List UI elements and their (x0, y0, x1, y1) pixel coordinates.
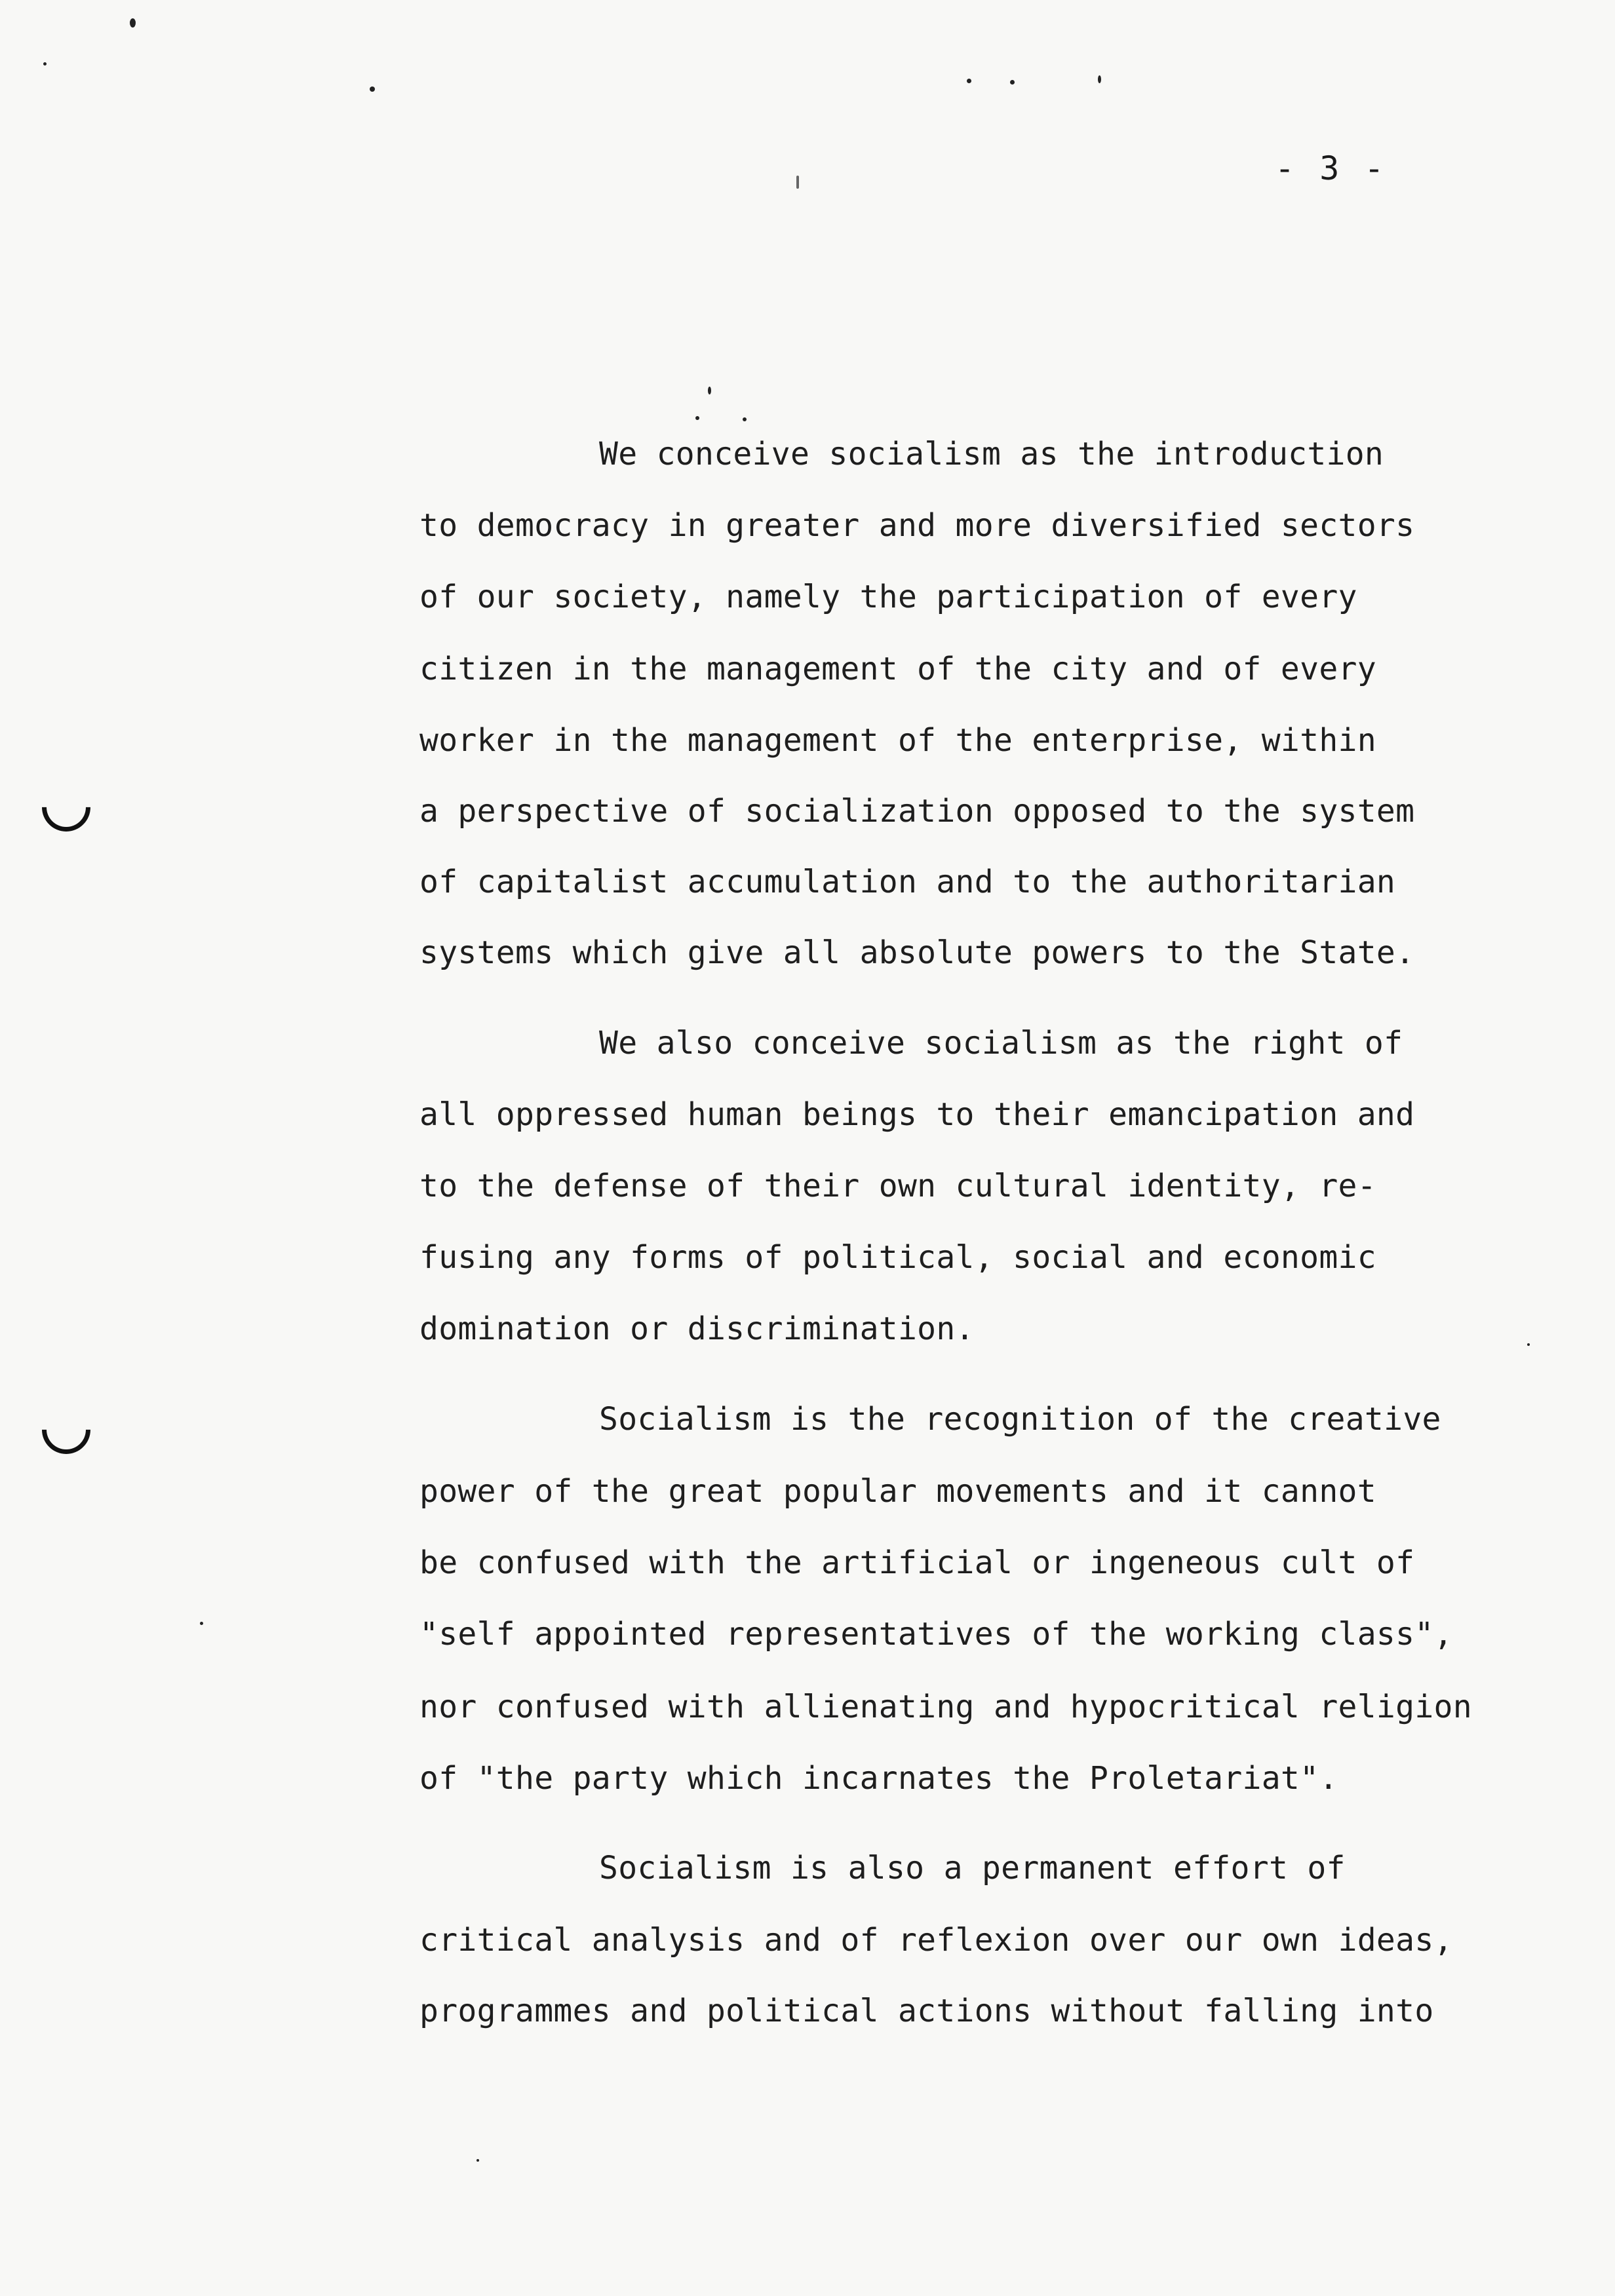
ink-speck (477, 2159, 479, 2162)
text-line: power of the great popular movements and it cannot (419, 1473, 1376, 1510)
page-number: - 3 - (1275, 149, 1387, 187)
text-line: programmes and political actions without falling into (419, 1993, 1434, 2029)
ink-speck (967, 79, 971, 83)
text-line: We also conceive socialism as the right of (599, 1025, 1403, 1062)
text-line: Socialism is the recognition of the creative (599, 1401, 1441, 1438)
text-line: domination or discrimination. (419, 1311, 975, 1347)
punch-hole-icon (32, 773, 101, 842)
text-line: critical analysis and of reflexion over our own ideas, (419, 1922, 1453, 1959)
text-line: citizen in the management of the city and of every (419, 651, 1376, 687)
ink-speck (130, 18, 136, 28)
text-line: to the defense of their own cultural identity, re- (419, 1168, 1376, 1204)
ink-speck (796, 176, 799, 189)
punch-hole-icon (32, 1396, 101, 1464)
ink-speck (43, 62, 47, 66)
ink-speck (695, 416, 699, 420)
text-line: of "the party which incarnates the Proletariat". (419, 1760, 1338, 1797)
text-line: systems which give all absolute powers to the State. (419, 934, 1415, 971)
ink-speck (370, 86, 375, 92)
text-line: be confused with the artificial or ingeneous cult of (419, 1544, 1415, 1581)
text-line: "self appointed representatives of the working class", (419, 1616, 1453, 1653)
ink-speck (743, 417, 747, 421)
ink-speck (708, 387, 711, 394)
text-line: of our society, namely the participation of every (419, 579, 1357, 615)
text-line: fusing any forms of political, social and economic (419, 1239, 1376, 1276)
text-line: nor confused with allienating and hypocritical religion (419, 1689, 1472, 1725)
text-line: Socialism is also a permanent effort of (599, 1850, 1346, 1886)
ink-speck (1010, 80, 1015, 85)
ink-speck (1527, 1343, 1530, 1346)
text-line: a perspective of socialization opposed to the system (419, 793, 1415, 830)
text-line: We conceive socialism as the introduction (599, 436, 1384, 472)
ink-speck (200, 1622, 203, 1625)
text-line: worker in the management of the enterprise, within (419, 722, 1376, 759)
text-line: to democracy in greater and more diversified sectors (419, 507, 1415, 544)
ink-speck (1098, 75, 1101, 83)
text-line: all oppressed human beings to their emancipation and (419, 1096, 1415, 1133)
text-line: of capitalist accumulation and to the authoritarian (419, 864, 1396, 900)
